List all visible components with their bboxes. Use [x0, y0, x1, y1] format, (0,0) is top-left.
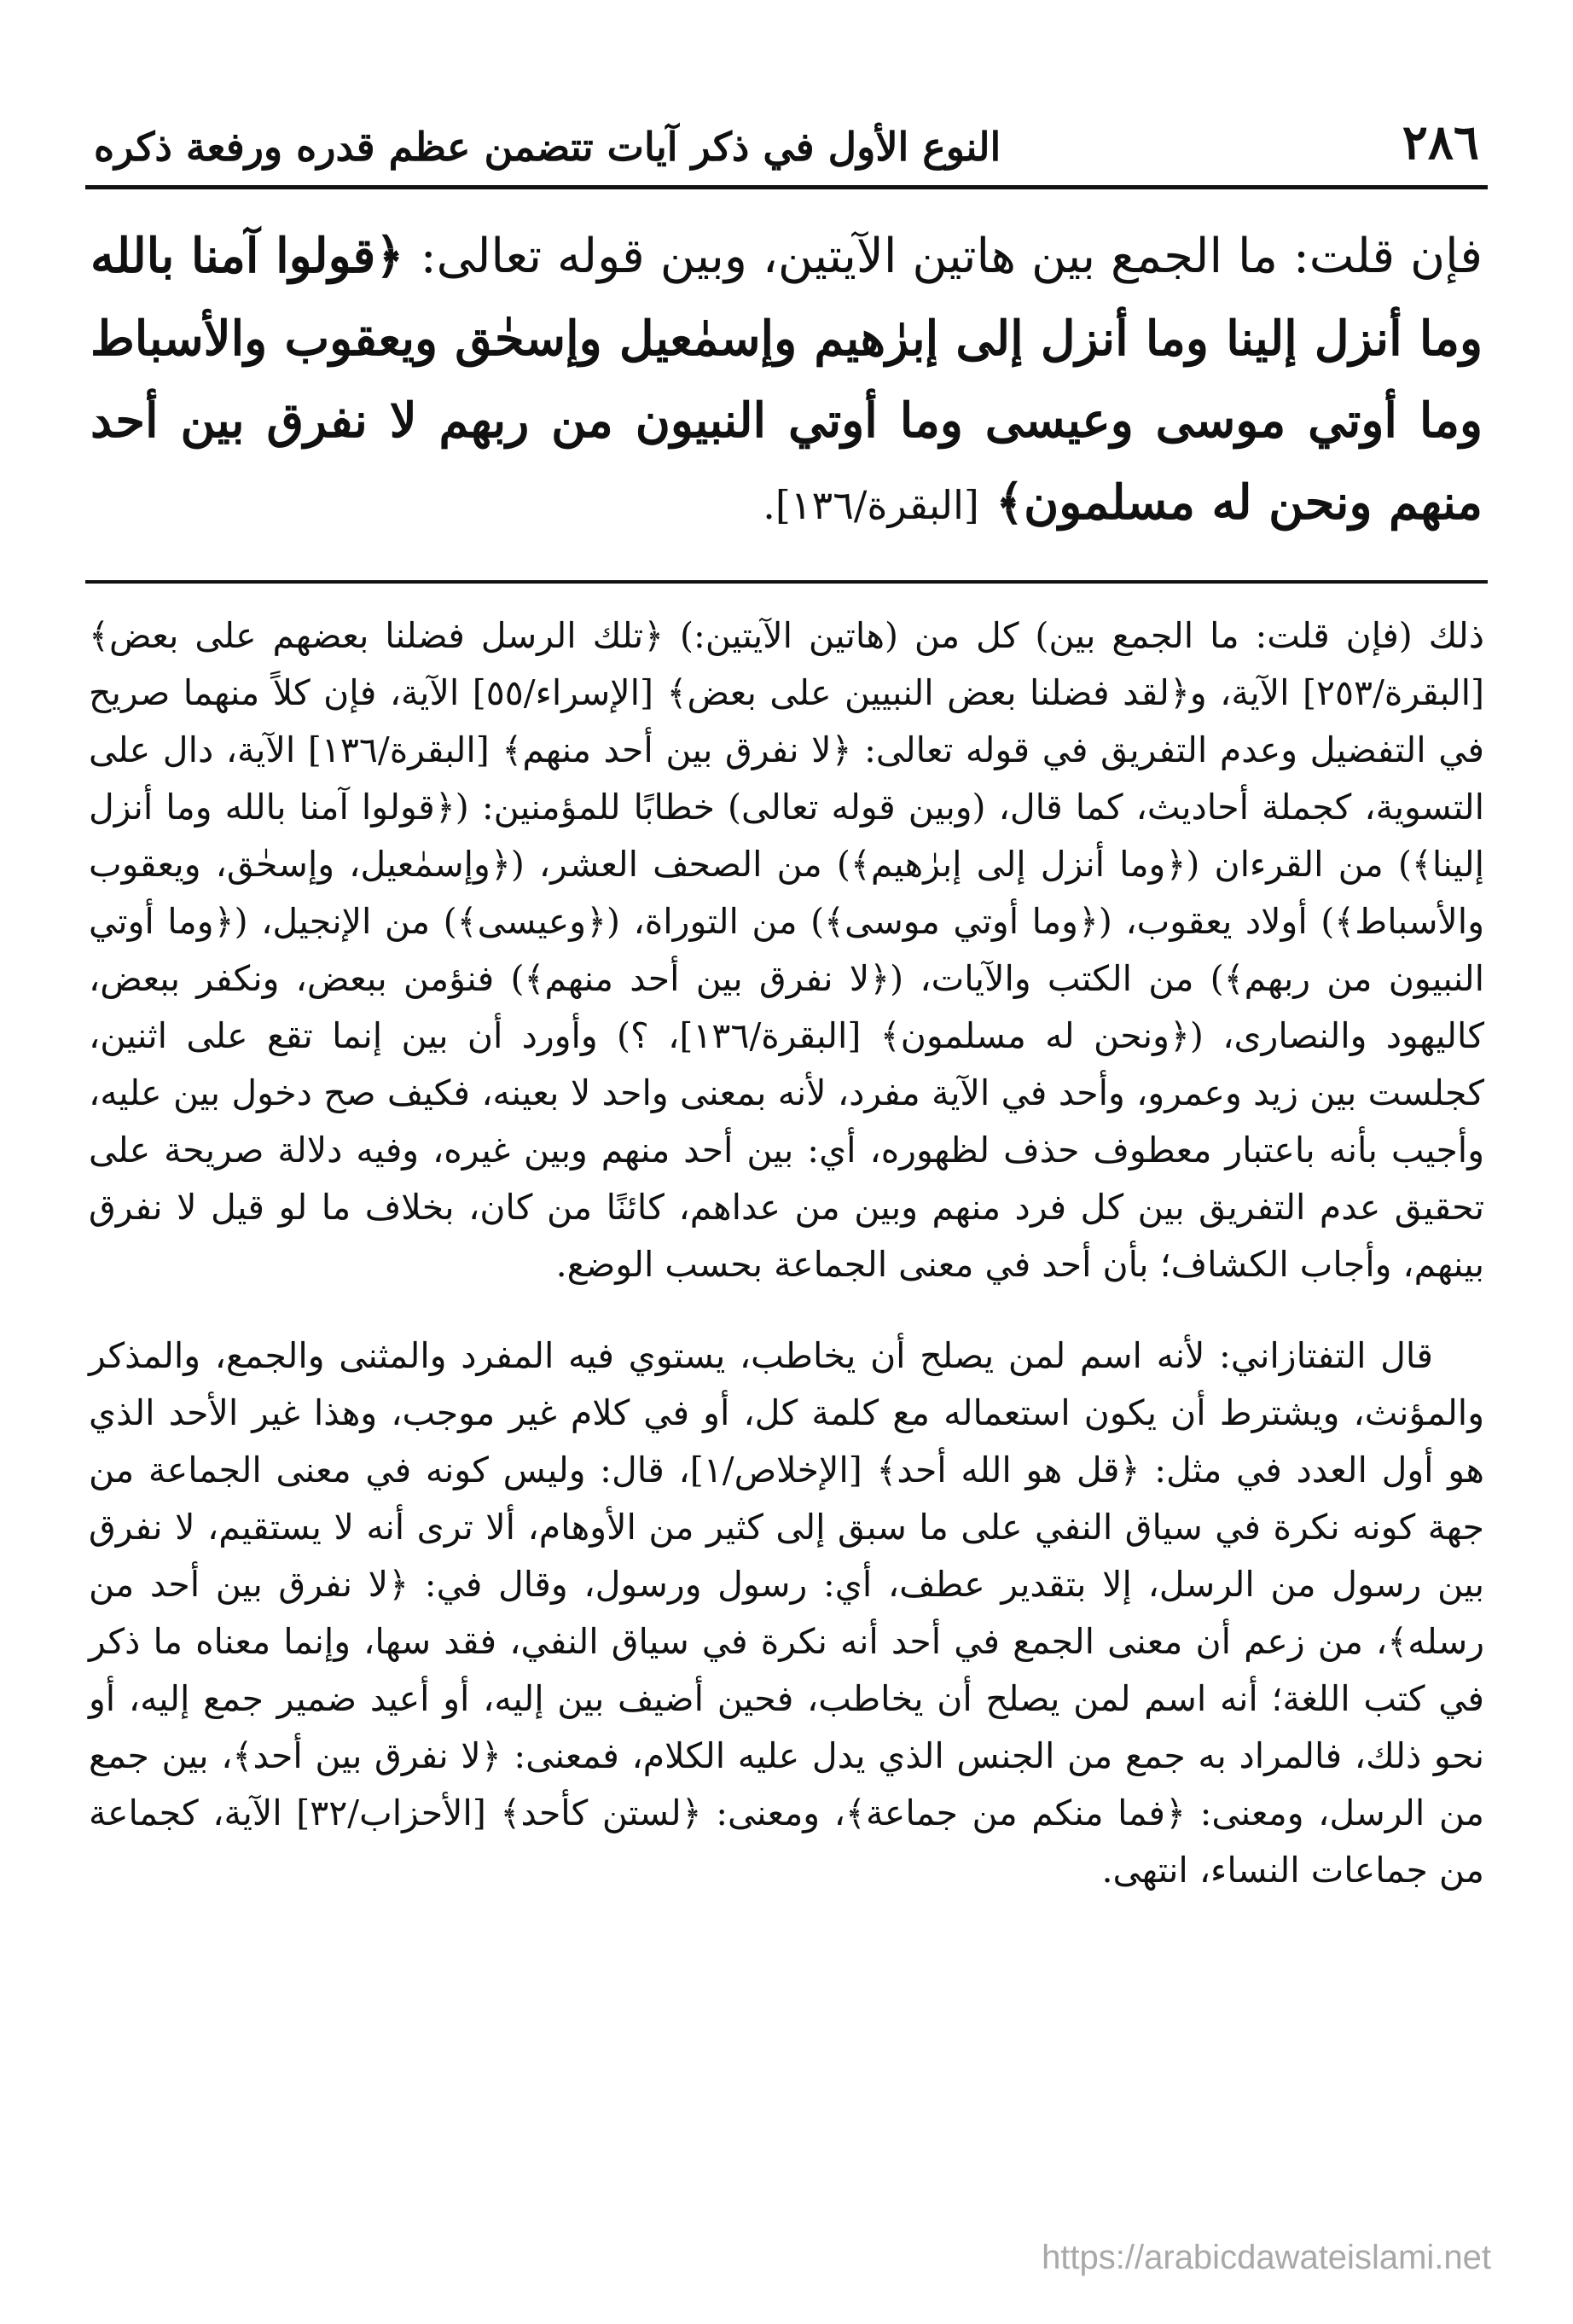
main-text-lead: فإن قلت: ما الجمع بين هاتين الآيتين، وبين قوله تعالى:: [420, 229, 1483, 284]
quranic-verse: ﴿قولوا آمنا بالله وما أنزل إلينا وما أنزل إلى إبرٰهيم وإسمٰعيل وإسحٰق ويعقوب والأسباط وما أوتي موسى وعيسى وما أوتي النبيون من ربهم لا نفرق بين أحد منهم ونحن له مسلمون﴾: [90, 228, 1483, 531]
commentary: [85, 607, 1488, 1899]
running-title: النوع الأول في ذكر آيات تتضمن عظم قدره ورفعة ذكره: [94, 124, 1001, 170]
watermark: https://arabicdawateislami.net: [1042, 2239, 1491, 2276]
main-text: [85, 215, 1488, 546]
book-page: [85, 81, 1488, 1899]
page-number: ٢٨٦: [1402, 114, 1479, 171]
commentary-paragraph-2: قال التفتازاني: لأنه اسم لمن يصلح أن يخاطب، يستوي فيه المفرد والمثنى والجمع، والمذكر والمؤنث، ويشترط أن يكون استعماله مع كلمة كل، أو في كلام غير موجب، وهذا غير الأحد الذي هو أول العدد في مثل: ﴿قل هو الله أحد﴾ [الإخلاص/١]، قال: وليس كونه في معنى الجماعة من جهة كونه نكرة في سياق النفي على ما سبق إلى كثير من الأوهام، ألا ترى أنه لا يستقيم، لا نفرق بين رسول من الرسل، إلا بتقدير عطف، أي: رسول ورسول، وقال في: ﴿لا نفرق بين أحد من رسله﴾، من زعم أن معنى الجمع في أحد أنه نكرة في سياق النفي، فقد سها، وإنما معناه ما ذكر في كتب اللغة؛ أنه اسم لمن يصلح أن يخاطب، فحين أضيف بين إليه، أو أعيد ضمير جمع إليه، أو نحو ذلك، فالمراد به جمع من الجنس الذي يدل عليه الكلام، فمعنى: ﴿لا نفرق بين أحد﴾، بين جمع من الرسل، ومعنى: ﴿فما منكم من جماعة﴾، ومعنى: ﴿لستن كأحد﴾ [الأحزاب/٣٢] الآية، كجماعة من جماعات النساء، انتهى.: [89, 1335, 1485, 1891]
header-divider: [85, 185, 1488, 189]
verse-reference: [البقرة/١٣٦].: [763, 482, 979, 528]
section-divider: [85, 580, 1488, 584]
page-header: [85, 81, 1488, 171]
commentary-paragraph-1: ذلك (فإن قلت: ما الجمع بين) كل من (هاتين الآيتين:) ﴿تلك الرسل فضلنا بعضهم على بعض﴾ [البقرة/٢٥٣] الآية، و﴿لقد فضلنا بعض النبيين على بعض﴾ [الإسراء/٥٥] الآية، فإن كلاً منهما صريح في التفضيل وعدم التفريق في قوله تعالى: ﴿لا نفرق بين أحد منهم﴾ [البقرة/١٣٦] الآية، دال على التسوية، كجملة أحاديث، كما قال، (وبين قوله تعالى) خطابًا للمؤمنين: (﴿قولوا آمنا بالله وما أنزل إلينا﴾) من القرءان (﴿وما أنزل إلى إبرٰهيم﴾) من الصحف العشر، (﴿وإسمٰعيل، وإسحٰق، ويعقوب والأسباط﴾) أولاد يعقوب، (﴿وما أوتي موسى﴾) من التوراة، (﴿وعيسى﴾) من الإنجيل، (﴿وما أوتي النبيون من ربهم﴾) من الكتب والآيات، (﴿لا نفرق بين أحد منهم﴾) فنؤمن ببعض، ونكفر ببعض، كاليهود والنصارى، (﴿ونحن له مسلمون﴾ [البقرة/١٣٦]، ؟) وأورد أن بين إنما تقع على اثنين، كجلست بين زيد وعمرو، وأحد في الآية مفرد، لأنه بمعنى واحد لا بعينه، فكيف صح دخول بين عليه، وأجيب بأنه باعتبار معطوف حذف لظهوره، أي: بين أحد منهم وبين غيره، وفيه دلالة صريحة على تحقيق عدم التفريق بين كل فرد منهم وبين من عداهم، كائنًا من كان، بخلاف ما لو قيل لا نفرق بينهم، وأجاب الكشاف؛ بأن أحد في معنى الجماعة بحسب الوضع.: [89, 615, 1484, 1285]
